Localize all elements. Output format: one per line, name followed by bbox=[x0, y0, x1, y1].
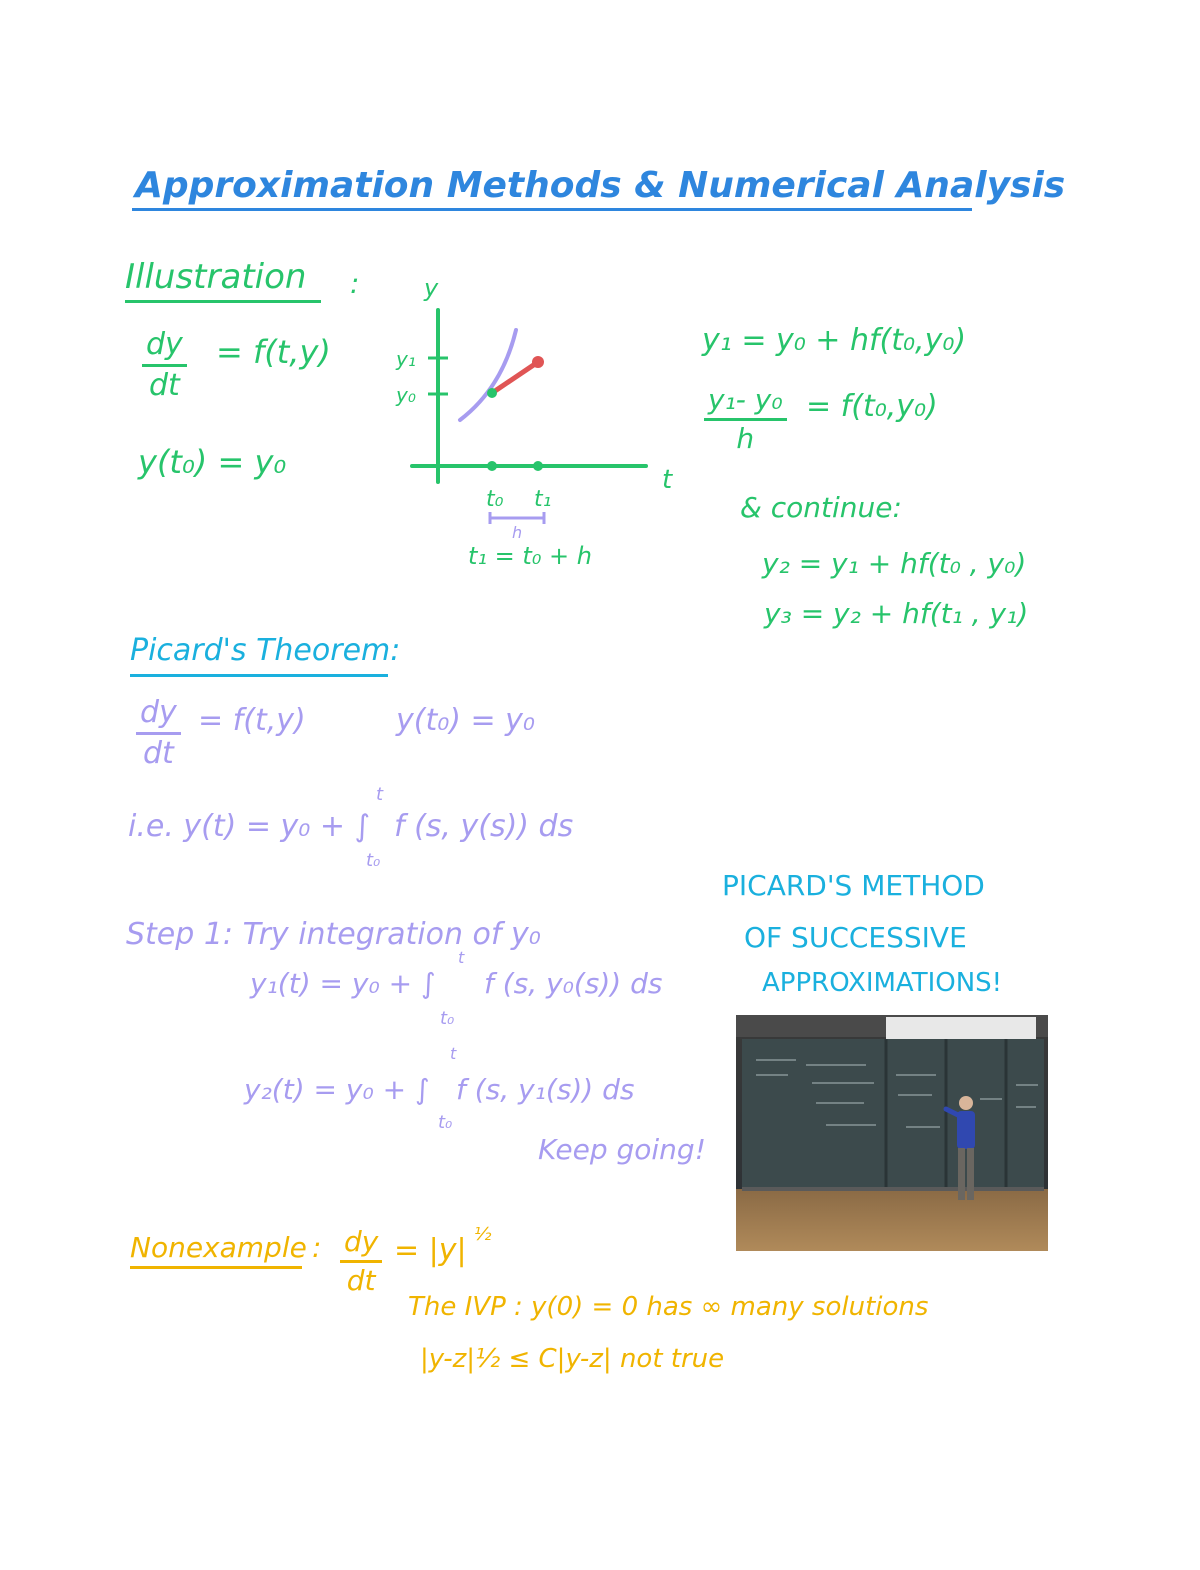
y1-label: y₁ bbox=[396, 347, 416, 371]
y3-formula: y₃ = y₂ + hf(t₁ , y₁) bbox=[764, 597, 1029, 630]
difference-quotient bbox=[704, 383, 787, 455]
illustration-initial-condition: y(t₀) = y₀ bbox=[138, 443, 287, 481]
fraction-denominator: dt bbox=[142, 736, 174, 771]
keep-going-note: Keep going! bbox=[538, 1133, 706, 1166]
picard-ode-fraction bbox=[136, 695, 181, 771]
end-point bbox=[532, 356, 544, 368]
fraction-denominator: dt bbox=[346, 1264, 376, 1297]
chalk-ledge bbox=[742, 1187, 1044, 1191]
y2-integrand: f (s, y₁(s)) ds bbox=[456, 1073, 635, 1106]
h-label: h bbox=[512, 523, 523, 542]
y1-upper-limit: t bbox=[458, 948, 465, 967]
nonexample-heading: Nonexample bbox=[130, 1231, 307, 1264]
fraction-numerator: dy bbox=[142, 330, 187, 367]
lecture-photo bbox=[736, 1015, 1048, 1251]
illustration-ode-rhs: = f(t,y) bbox=[216, 333, 331, 371]
picard-underline bbox=[130, 674, 388, 677]
illustration-colon: : bbox=[350, 267, 360, 300]
page-title: Approximation Methods & Numerical Analysis bbox=[135, 165, 1066, 206]
fraction-numerator: y₁- y₀ bbox=[704, 386, 787, 421]
title-underline bbox=[132, 208, 972, 211]
nonexample-rhs: = |y| bbox=[394, 1233, 467, 1268]
chalkboard bbox=[742, 1039, 1044, 1189]
t1-equation: t₁ = t₀ + h bbox=[468, 542, 593, 570]
step1-label: Step 1: Try integration of y₀ bbox=[126, 917, 541, 952]
t0-point bbox=[487, 461, 497, 471]
nonexample-ivp-line: The IVP : y(0) = 0 has ∞ many solutions bbox=[408, 1292, 929, 1322]
illustration-heading: Illustration bbox=[125, 257, 307, 297]
t0-label: t₀ bbox=[486, 487, 504, 512]
nonexample-exponent: ½ bbox=[474, 1224, 492, 1245]
method-note-line2: OF SUCCESSIVE bbox=[744, 921, 967, 954]
photo-floor bbox=[736, 1189, 1048, 1251]
t1-label: t₁ bbox=[534, 487, 552, 512]
difference-quotient-rhs: = f(t₀,y₀) bbox=[806, 389, 938, 424]
y0-label: y₀ bbox=[396, 383, 416, 407]
illustration-underline bbox=[125, 300, 321, 303]
euler-formula: y₁ = y₀ + hf(t₀,y₀) bbox=[702, 323, 967, 358]
t1-point bbox=[533, 461, 543, 471]
y2-lower-limit: t₀ bbox=[438, 1112, 453, 1133]
solution-curve bbox=[460, 330, 516, 420]
projector-screen bbox=[886, 1017, 1036, 1039]
y-axis-label: y bbox=[424, 274, 439, 302]
y2-upper-limit: t bbox=[450, 1044, 457, 1063]
picard-ode-rhs: = f(t,y) bbox=[198, 703, 306, 738]
method-note-line1: PICARD'S METHOD bbox=[722, 869, 985, 902]
y1-iteration: y₁(t) = y₀ + ∫ bbox=[250, 967, 436, 1000]
illustration-ode-fraction bbox=[142, 327, 187, 403]
start-point bbox=[487, 388, 497, 398]
fraction-numerator: dy bbox=[340, 1228, 382, 1263]
fraction-denominator: dt bbox=[148, 368, 180, 403]
picard-initial-condition: y(t₀) = y₀ bbox=[396, 703, 535, 738]
nonexample-colon: : bbox=[312, 1231, 322, 1264]
integral-equation: i.e. y(t) = y₀ + ∫ bbox=[128, 809, 371, 844]
y2-iteration: y₂(t) = y₀ + ∫ bbox=[244, 1073, 430, 1106]
nonexample-lipschitz-line: |y-z|½ ≤ C|y-z| not true bbox=[420, 1344, 725, 1374]
method-note-line3: APPROXIMATIONS! bbox=[762, 968, 1003, 998]
y1-lower-limit: t₀ bbox=[440, 1008, 455, 1029]
t-axis-label: t bbox=[662, 465, 673, 495]
nonexample-underline bbox=[130, 1266, 302, 1269]
continue-label: & continue: bbox=[740, 491, 902, 524]
fraction-denominator: h bbox=[736, 422, 755, 455]
euler-graph bbox=[390, 270, 690, 590]
integral-lower-limit: t₀ bbox=[366, 850, 381, 871]
nonexample-fraction bbox=[340, 1225, 382, 1297]
fraction-numerator: dy bbox=[136, 698, 181, 735]
y2-formula: y₂ = y₁ + hf(t₀ , y₀) bbox=[762, 547, 1027, 580]
integral-integrand: f (s, y(s)) ds bbox=[394, 809, 574, 844]
y1-integrand: f (s, y₀(s)) ds bbox=[484, 967, 663, 1000]
picard-heading: Picard's Theorem: bbox=[130, 633, 401, 668]
integral-upper-limit: t bbox=[376, 784, 384, 805]
